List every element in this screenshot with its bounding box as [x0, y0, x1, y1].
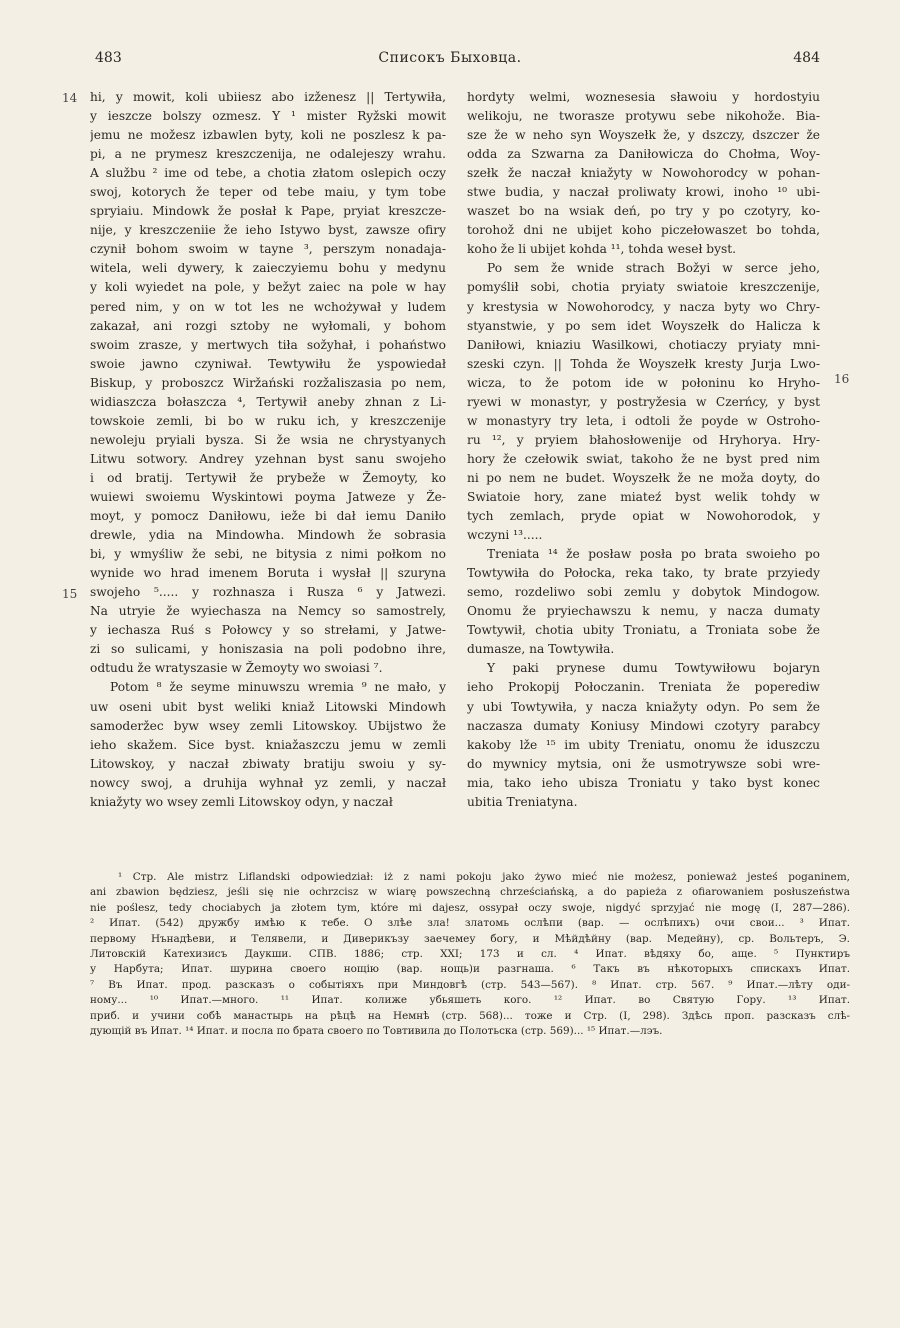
- text-line: ru ¹², y pryiem błahosłowenije od Hryhorya. Hry-: [467, 432, 820, 447]
- text-line: Na utryie že wyiechasza na Nemcy so samostrely,: [90, 604, 446, 619]
- text-line: Daniłowi, kniaziu Wasilkowi, chotiaczy pryiaty mni-: [467, 337, 820, 352]
- margin-number: 14: [62, 91, 78, 105]
- text-line: wynide wo hrad imenem Boruta i wysłał || szuryna: [90, 566, 446, 581]
- text-line: jemu ne možesz izbawlen byty, koli ne poszlesz k pa-: [90, 128, 446, 143]
- text-line: Litowskoy, y naczał zbiwaty bratiju swoiu y sy-: [90, 756, 446, 771]
- text-line: nije, y kreszczeniie že ieho Istywo byst, zawsze ofiry: [90, 223, 446, 238]
- text-line: ubitia Treniatyna.: [467, 794, 578, 809]
- text-line: naczasza dumaty Koniusy Mindowi czotyry parabcy: [467, 718, 820, 733]
- text-line: mia, tako ieho ubisza Troniatu y tako byst konec: [467, 775, 820, 790]
- right-text-column: [467, 88, 820, 812]
- text-line: dumasze, na Towtywiła.: [467, 642, 615, 657]
- text-line: swoie jawno czyniwał. Tewtywiłu že yspowiedał: [90, 356, 446, 371]
- text-line: swoj, kotorych že teper od tebe maiu, y tym tobe: [90, 185, 446, 200]
- text-line: welikoju, ne tworasze protywu sebe nikohože. Bia-: [467, 109, 820, 124]
- text-line: swojeho ⁵..... y rozhnasza i Rusza ⁶ y Jatwezi.: [90, 585, 446, 600]
- text-line: A službu ² ime od tebe, a chotia złatom oslepich oczy: [90, 166, 446, 181]
- text-line: Biskup, y proboszcz Wiržański rozžaliszasia po nem,: [90, 375, 446, 390]
- text-line: y ubi Towtywiła, y nacza kniažyty odyn. Po sem že: [467, 699, 820, 714]
- text-line: towskoie zemli, bi bo w ruku ich, y kreszczenije: [90, 413, 446, 428]
- text-line: odda za Szwarna za Daniłowicza do Chołma, Woy-: [467, 147, 820, 162]
- text-line: Onomu že pryiechawszu k nemu, y nacza dumaty: [467, 604, 820, 619]
- text-line: waszet bo na wsiak deń, po try y po czotyry, ko-: [467, 204, 820, 219]
- footnote-line: Литовскій Катехизисъ Даукши. СПВ. 1886; стр. XXI; 173 и сл. ⁴ Ипат. вѣдяху бо, аще. ⁵ Пунктиръ: [90, 948, 850, 961]
- text-line: tych zemlach, pryde opiat w Nowohorodok, y: [467, 509, 820, 524]
- text-line: y koli wyiedet na pole, y bežyt zaiec na pole w hay: [90, 280, 446, 295]
- page-number-right: 484: [793, 50, 820, 66]
- text-line: ryewi w monastyr, y postryžesia w Czerńcy, y byst: [467, 394, 820, 409]
- text-line: spryiaiu. Mindowk že posłał k Pape, pryiat kreszcze-: [90, 204, 446, 219]
- page-number-left: 483: [95, 50, 122, 66]
- text-line: samoderžec byw wsey zemli Litowskoy. Ubijstwo že: [90, 718, 446, 733]
- text-line: nowcy swoj, a druhija wyhnał yz zemli, y naczał: [90, 775, 446, 790]
- footnote-line: ному... ¹⁰ Ипат.—много. ¹¹ Ипат. колиже убьяшеть кого. ¹² Ипат. во Святую Гору. ¹³ Ипат.: [90, 994, 850, 1007]
- text-line: sze že w neho syn Woyszełk že, y dszczy, dszczer že: [467, 128, 820, 143]
- footnote-line: ⁷ Въ Ипат. прод. разсказъ о событіяхъ при Миндовгѣ (стр. 543—567). ⁸ Ипат. стр. 567. ⁹ Ипат.—лѣту оди-: [90, 978, 850, 991]
- running-title: Списокъ Быховца.: [378, 50, 522, 66]
- footnote-line: первому Нънадѣеви, и Телявели, и Диверикъзу заечемеу богу, и Мѣйдѣйну (вар. Медейну), ср. Вольтеръ, Э.: [90, 932, 850, 945]
- text-line: Towtywiła do Połocka, reka tako, ty brate przyiedy: [467, 566, 820, 581]
- text-line: zakazał, ani rozgi sztoby ne wyłomali, y bohom: [90, 318, 446, 333]
- text-line: newoleju pryiali bysza. Si že wsia ne chrystyanych: [90, 432, 446, 447]
- text-line: Litwu sotwory. Andrey yzehnan byst sanu swojeho: [90, 451, 446, 466]
- text-line: Treniata ¹⁴ že posław posła po brata swoieho po: [487, 547, 820, 562]
- margin-number: 15: [62, 587, 78, 601]
- footnote-line: приб. и учини собѣ манастырь на рѣцѣ на Немнѣ (стр. 568)... тоже и Стр. (I, 298). Здѣсь проп. разсказъ слѣ-: [90, 1009, 850, 1022]
- text-line: widiaszcza bołaszcza ⁴, Tertywił aneby zhnan z Li-: [90, 394, 446, 409]
- footnote-line: ani zbawion będziesz, jeśli się nie ochrzcisz w wiarę powszechną chrześciańską, a do papieża z ofiarowaniem posłuszeństwa: [90, 886, 850, 899]
- text-line: do mywnicy mytsia, oni že usmotrywsze sobi wre-: [467, 756, 820, 771]
- text-line: czynił bohom swoim w tayne ³, perszym nonadaja-: [90, 242, 446, 257]
- text-line: hory že czełowik swiat, takoho že ne byst pred nim: [467, 451, 820, 466]
- text-line: ieho Prokopij Połoczanin. Treniata že poperediw: [467, 680, 820, 695]
- text-line: w monastyry try leta, i odtoli že poyde w Ostroho-: [467, 413, 820, 428]
- text-line: kniažyty wo wsey zemli Litowskoy odyn, y naczał: [90, 794, 393, 809]
- text-line: szełk že naczał kniažyty w Nowohorodcy w pohan-: [467, 166, 820, 181]
- text-line: bi, y wmyśliw že sebi, ne bitysia z nimi połkom no: [90, 547, 446, 562]
- footnote-line: дующій въ Ипат. ¹⁴ Ипат. и посла по брата своего по Товтивила до Полотьска (стр. 569)... ¹⁵ Ипат.—лэъ.: [90, 1025, 663, 1038]
- text-line: witela, weli dywery, k zaieczyiemu bohu y medynu: [90, 261, 446, 276]
- text-line: Po sem že wnide strach Božyi w serce jeho,: [487, 261, 820, 276]
- text-line: szeski czyn. || Tohda že Woyszełk kresty Jurja Lwo-: [467, 356, 820, 371]
- text-line: Potom ⁸ že seyme minuwszu wremia ⁹ ne mało, y: [110, 680, 446, 695]
- text-line: pomyślił sobi, chotia pryiaty swiatoie kreszczenije,: [467, 280, 820, 295]
- text-line: torohož dni ne ubijet koho piczełowaszet bo tohda,: [467, 223, 820, 238]
- text-line: koho že li ubijet kohda ¹¹, tohda weseł byst.: [467, 242, 736, 257]
- text-line: ni po nem ne budet. Woyszełk že ne moža doyty, do: [467, 470, 820, 485]
- text-line: stwe budia, y naczał proliwaty krowi, inoho ¹⁰ ubi-: [467, 185, 820, 200]
- margin-number: 16: [834, 372, 850, 386]
- text-line: kakoby lže ¹⁵ im ubity Treniatu, onomu že iduszczu: [467, 737, 820, 752]
- text-line: uw oseni ubit byst weliki kniaž Litowski Mindowh: [90, 699, 446, 714]
- footnote-line: ¹ Стр. Ale mistrz Liflandski odpowiedział: iż z nami pokoju jako żywo mieć nie możesz, ponieważ jesteś poganinem,: [118, 871, 850, 883]
- text-line: wicza, to že potom ide w połoninu ko Hryho-: [467, 375, 820, 390]
- footnotes-block: [90, 870, 850, 1039]
- text-line: pered nim, y on w tot les ne wchożywał y ludem: [90, 299, 446, 314]
- text-line: Towtywił, chotia ubity Troniatu, a Troniata sobe že: [467, 623, 820, 638]
- text-line: hi, y mowit, koli ubiiesz abo izženesz || Tertywiła,: [90, 90, 446, 104]
- text-line: swoim zrasze, y mertwych tiła sožyhał, i pohaństwo: [90, 337, 446, 352]
- text-line: odtudu že wratyszasie w Žemoyty wo swoiasi ⁷.: [90, 661, 383, 676]
- footnote-line: у Нарбута; Ипат. шурина своего нощію (вар. нощь)и разгнаша. ⁶ Такъ въ нѣкоторыхъ спискахъ Ипат.: [90, 963, 850, 976]
- text-line: y krestysia w Nowohorodcy, y nacza byty wo Chry-: [467, 299, 820, 314]
- text-line: semo, rozdeliwo sobi zemlu y dobytok Mindogow.: [467, 585, 820, 600]
- text-line: styanstwie, y po sem idet Woyszełk do Halicza k: [467, 318, 820, 333]
- text-line: hordyty welmi, woznesesia sławoiu y hordostyiu: [467, 90, 820, 104]
- text-line: Y paki prynese dumu Towtywiłowu bojaryn: [487, 661, 820, 676]
- text-line: Swiatoie hory, zane miateź byst welik tohdy w: [467, 489, 820, 504]
- text-line: wczyni ¹³.....: [467, 528, 543, 543]
- text-line: y iechasza Ruś s Połowcy y so strełami, y Jatwe-: [90, 623, 446, 638]
- text-line: pi, a ne prymesz kreszczenija, ne odalejeszy wrahu.: [90, 147, 446, 162]
- page-header: [0, 50, 900, 74]
- text-line: wuiewi swoiemu Wyskintowi poyma Jatweze y Že-: [90, 489, 446, 504]
- text-line: y ieszcze bolszy ozmesz. Y ¹ mister Ryžski mowit: [90, 109, 446, 124]
- footnote-line: ² Ипат. (542) дружбу имѣю к тебе. О злѣе зла! златомь ослѣпи (вар. — ослѣпихъ) очи свои... ³ Ипат.: [90, 917, 850, 930]
- text-line: drewle, ydia na Mindowha. Mindowh že sobrasia: [90, 528, 446, 543]
- text-line: zi so sulicami, y honiszasia na poli podobno ihre,: [90, 642, 446, 657]
- text-line: i od bratij. Tertywił že prybeže w Žemoyty, ko: [90, 470, 446, 485]
- text-line: ieho skažem. Sice byst. kniažaszczu jemu w zemli: [90, 737, 446, 752]
- footnote-line: nie poślesz, tedy chociabych ja złotem tym, które mi dajesz, ossypał oczy swoje, nigdyć sprzyjać nie mogę (I, 287—286).: [90, 901, 850, 914]
- text-line: moyt, y pomocz Daniłowu, ieže bi dał iemu Daniło: [90, 509, 446, 524]
- left-text-column: [90, 88, 446, 812]
